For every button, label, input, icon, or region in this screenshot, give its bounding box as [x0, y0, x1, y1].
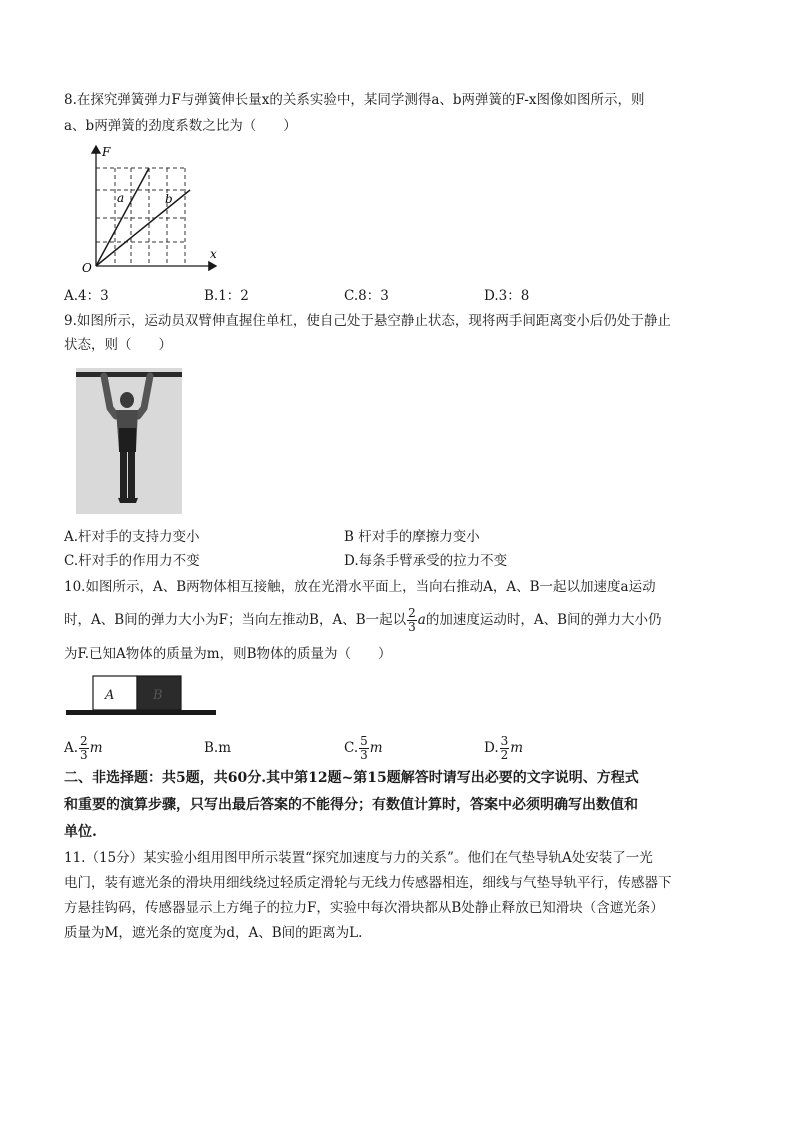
graph-a-label: a — [117, 191, 125, 205]
q10-opt-d-prefix: D. — [484, 740, 499, 756]
q11-text-line1: 11.（15分）某实验小组用图甲所示装置“探究加速度与力的关系”。他们在气垫导轨A处安装了一光 — [64, 850, 653, 866]
q10-option-d[interactable] — [484, 733, 523, 763]
q10-text-line2 — [64, 605, 662, 635]
q10-opt-d-var: m — [510, 740, 524, 756]
q10-opt-c-num: 5 — [360, 734, 368, 748]
q10-opt-c-den: 3 — [360, 748, 368, 762]
q10-line2-post: 的加速度运动时，A、B间的弹力大小仍 — [425, 612, 662, 628]
q8-option-d[interactable]: D.3：8 — [484, 288, 530, 304]
q9-option-a[interactable]: A.杆对手的支持力变小 — [64, 529, 200, 545]
q10-opt-c-prefix: C. — [344, 740, 359, 756]
q10-frac-num: 2 — [408, 606, 416, 620]
q10-text-line3: 为F.已知A物体的质量为m，则B物体的质量为（ ） — [64, 646, 392, 662]
section2-line3: 单位. — [64, 824, 97, 840]
q10-opt-d-num: 3 — [500, 734, 509, 748]
graph-origin-label: O — [82, 261, 92, 275]
q10-option-c[interactable] — [344, 733, 383, 763]
q8-option-a[interactable]: A.4：3 — [64, 288, 109, 304]
q9-option-c[interactable]: C.杆对手的作用力不变 — [64, 553, 200, 569]
q11-text-line3: 方悬挂钩码，传感器显示上方绳子的拉力F，实验中每次滑块都从B处静止释放已知滑块（含遮光条） — [64, 900, 664, 916]
floor-surface — [66, 710, 216, 715]
block-a-label: A — [105, 688, 115, 703]
q11-text-line2: 电门，装有遮光条的滑块用细线绕过轻质定滑轮与无线力传感器相连，细线与气垫导轨平行，传感器下 — [64, 875, 672, 891]
graph-line-b — [96, 190, 190, 266]
section2-line1: 二、非选择题：共5题，共60分.其中第12题~第15题解答时请写出必要的文字说明、方程式 — [64, 770, 639, 786]
q10-opt-d-den: 2 — [500, 748, 509, 762]
q8-option-c[interactable]: C.8：3 — [344, 288, 389, 304]
q8-option-b[interactable]: B.1：2 — [204, 288, 249, 304]
q10-opt-c-var: m — [369, 740, 383, 756]
q10-line2-var: a — [417, 612, 426, 628]
q10-opt-d-fraction — [500, 735, 510, 762]
q8-text-line2: a、b两弹簧的劲度系数之比为（ ） — [64, 118, 297, 134]
q9-option-d[interactable]: D.每条手臂承受的拉力不变 — [344, 553, 508, 569]
q10-line2-pre: 时，A、B间的弹力大小为F；当向左推动B，A、B一起以 — [64, 612, 407, 628]
q10-opt-c-fraction — [359, 735, 369, 762]
graph-b-label: b — [165, 192, 173, 206]
q9-option-b[interactable]: B 杆对手的摩擦力变小 — [344, 529, 480, 545]
q10-frac-den: 3 — [408, 620, 416, 634]
q8-text-line1: 8.在探究弹簧弹力F与弹簧伸长量x的关系实验中，某同学测得a、b两弹簧的F-x图像如图所示，则 — [64, 92, 645, 108]
q10-option-b[interactable]: B.m — [204, 740, 232, 756]
q10-option-a[interactable] — [64, 733, 103, 763]
q10-opt-a-num: 2 — [80, 734, 88, 748]
q11-text-line4: 质量为M，遮光条的宽度为d，A、B间的距离为L. — [64, 925, 363, 941]
q9-athlete-photo — [76, 368, 182, 514]
q9-text-line2: 状态，则（ ） — [64, 337, 172, 353]
q10-text-line1: 10.如图所示，A、B两物体相互接触，放在光滑水平面上，当向右推动A，A、B一起以加速度a运动 — [64, 579, 656, 595]
q9-text-line1: 9.如图所示，运动员双臂伸直握住单杠，使自己处于悬空静止状态，现将两手间距离变小后仍处于静止 — [64, 313, 671, 329]
graph-x-label: x — [210, 247, 217, 261]
q10-blocks-figure — [64, 672, 218, 718]
q10-opt-a-var: m — [89, 740, 103, 756]
horizontal-bar — [76, 372, 182, 377]
q10-opt-a-den: 3 — [80, 748, 88, 762]
block-a — [93, 676, 137, 710]
graph-line-a — [96, 168, 149, 266]
graph-y-label: F — [102, 145, 111, 159]
q10-opt-a-fraction — [79, 735, 89, 762]
q10-opt-a-prefix: A. — [64, 740, 79, 756]
q10-line2-fraction — [407, 607, 417, 634]
q8-fx-graph — [78, 140, 228, 275]
section2-line2: 和重要的演算步骤，只写出最后答案的不能得分；有数值计算时，答案中必须明确写出数值和 — [64, 797, 638, 813]
block-b-label: B — [153, 688, 163, 703]
